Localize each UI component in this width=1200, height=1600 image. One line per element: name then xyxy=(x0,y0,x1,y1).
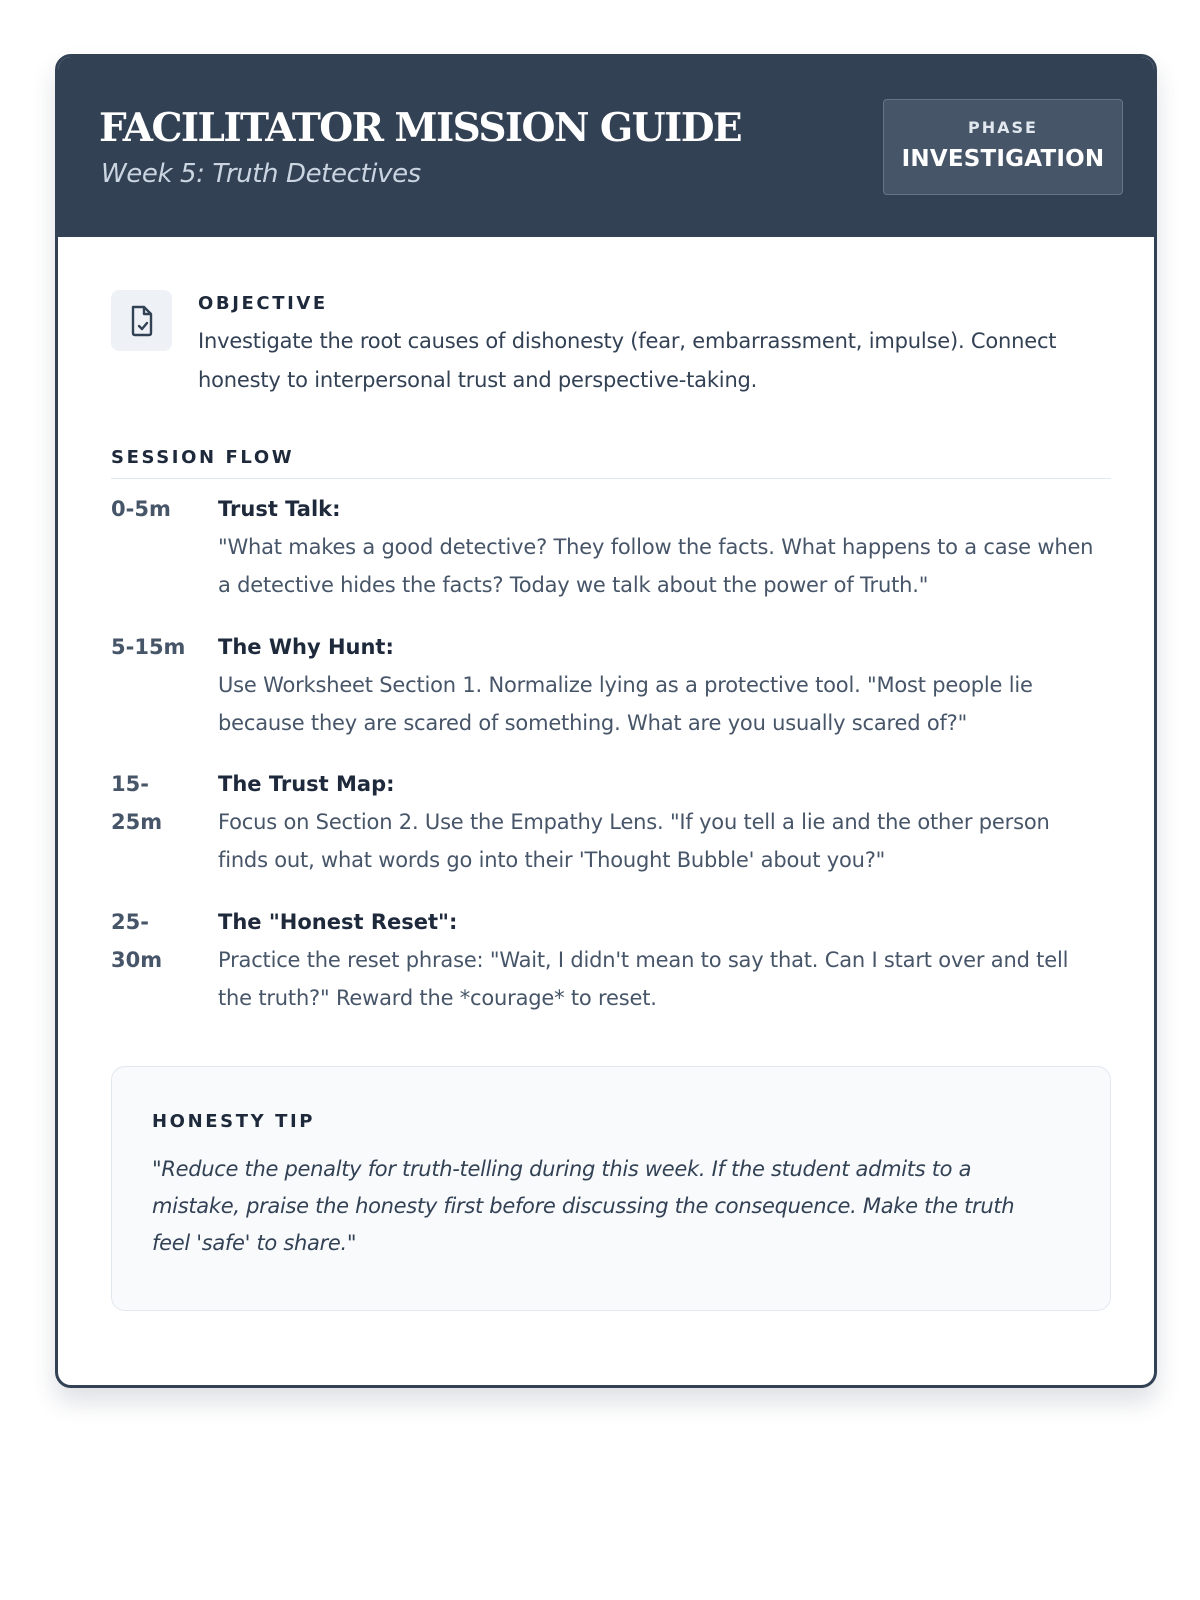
guide-header xyxy=(58,57,1154,237)
flow-time: 25-30m xyxy=(111,910,163,972)
flow-description: Focus on Section 2. Use the Empathy Lens. "If you tell a lie and the other person finds out, what words go into their 'Thought Bubble' about you?" xyxy=(218,810,1050,872)
flow-title: The "Honest Reset": xyxy=(218,910,458,934)
guide-subtitle: Week 5: Truth Detectives xyxy=(101,159,421,189)
flow-time: 5-15m xyxy=(111,635,186,659)
flow-description: Use Worksheet Section 1. Normalize lying as a protective tool. "Most people lie because they are scared of something. What are you usually scared of?" xyxy=(218,673,1033,735)
phase-label: PHASE xyxy=(968,118,1038,137)
mission-guide-card xyxy=(55,54,1157,1388)
phase-badge xyxy=(883,99,1123,195)
document-check-icon xyxy=(111,290,172,351)
phase-value: INVESTIGATION xyxy=(901,146,1105,172)
guide-title: FACILITATOR MISSION GUIDE xyxy=(99,105,742,151)
session-flow-divider xyxy=(111,478,1111,479)
flow-description: "What makes a good detective? They follow the facts. What happens to a case when a detective hides the facts? Today we talk about the power of Truth." xyxy=(218,535,1094,597)
honesty-tip-text: "Reduce the penalty for truth-telling during this week. If the student admits to a mistake, praise the honesty first before discussing the consequence. Make the truth feel 'safe' to share." xyxy=(152,1157,1015,1255)
honesty-tip-heading: HONESTY TIP xyxy=(152,1111,316,1132)
flow-title: Trust Talk: xyxy=(218,497,341,521)
objective-heading: OBJECTIVE xyxy=(198,293,328,314)
session-flow-heading: SESSION FLOW xyxy=(111,447,295,468)
honesty-tip-box xyxy=(111,1066,1111,1311)
flow-description: Practice the reset phrase: "Wait, I didn't mean to say that. Can I start over and tell the truth?" Reward the *courage* to reset. xyxy=(218,948,1069,1010)
flow-title: The Why Hunt: xyxy=(218,635,394,659)
flow-title: The Trust Map: xyxy=(218,772,395,796)
flow-time: 0-5m xyxy=(111,497,171,521)
flow-time: 15-25m xyxy=(111,772,163,834)
objective-text: Investigate the root causes of dishonesty (fear, embarrassment, impulse). Connect honesty to interpersonal trust and perspective-taking. xyxy=(198,329,1057,392)
